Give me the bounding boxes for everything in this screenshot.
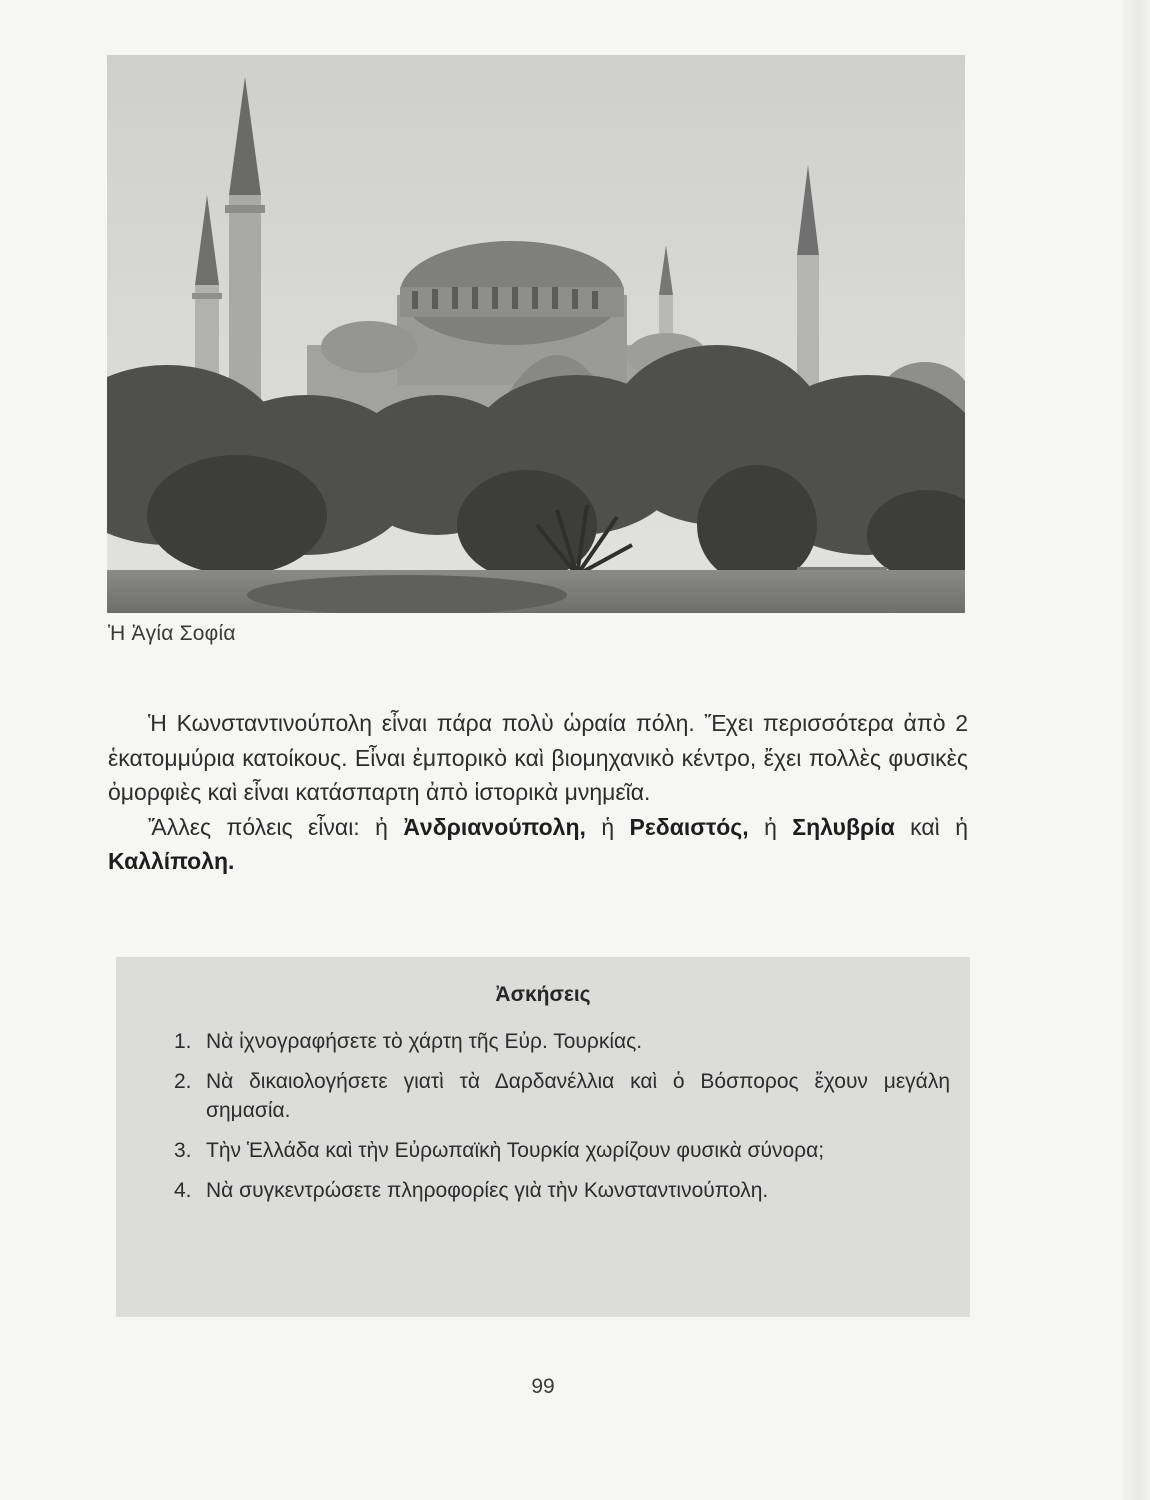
paragraph-constantinople: Ἡ Κωνσταντινούπολη εἶναι πάρα πολὺ ὡραία πόλη. Ἔχει περισσότερα ἀπὸ 2 ἑκατομμύρια κατοίκους. Εἶναι ἐμπορικὸ καὶ βιομηχανικὸ κέντρο, ἔχει πολλὲς φυσικὲς ὀμορφιὲς καὶ εἶναι κατάσπαρτη ἀπὸ ἱστορικὰ μνημεῖα. [108,710,968,805]
exercise-item [174,1027,950,1056]
exercise-text: Νὰ ἰχνογραφήσετε τὸ χάρτη τῆς Εὐρ. Τουρκίας. [206,1030,643,1053]
exercise-number: 1. [174,1030,192,1053]
photo-caption: Ἡ Ἁγία Σοφία [108,622,236,645]
separator-2: ἡ [748,813,793,840]
exercise-number: 3. [174,1139,192,1162]
exercise-text: Τὴν Ἑλλάδα καὶ τὴν Εὐρωπαϊκὴ Τουρκία χωρίζουν φυσικὰ σύνορα; [206,1139,825,1162]
exercises-list [174,1027,950,1216]
page-number: 99 [531,1375,555,1398]
city-adrianople: Ἀνδριανούπολη, [403,813,586,840]
hagia-sophia-photo [107,55,965,613]
exercise-text: Νὰ δικαιολογήσετε γιατὶ τὰ Δαρδανέλλια καὶ ὁ Βόσπορος ἔχουν μεγάλη σημασία. [206,1070,950,1122]
exercises-box [116,957,970,1317]
separator-1: ἡ [585,813,630,840]
exercise-number: 4. [174,1179,192,1202]
exercise-number: 2. [174,1070,192,1093]
main-text [108,706,968,879]
separator-3: καὶ ἡ [894,813,968,840]
exercise-item [174,1067,950,1125]
exercise-item [174,1136,950,1165]
paragraph-other-cities [108,810,968,879]
exercises-title: Ἀσκήσεις [495,983,591,1006]
city-gallipoli: Καλλίπολη. [108,848,235,874]
other-cities-intro: Ἄλλες πόλεις εἶναι: ἡ [148,813,404,840]
exercise-text: Νὰ συγκεντρώσετε πληροφορίες γιὰ τὴν Κωνσταντινούπολη. [206,1179,769,1202]
page-edge-shadow [1122,0,1150,1500]
exercise-item [174,1176,950,1205]
city-selymbria: Σηλυβρία [792,813,895,840]
city-rhaedestus: Ρεδαιστός, [629,813,749,840]
